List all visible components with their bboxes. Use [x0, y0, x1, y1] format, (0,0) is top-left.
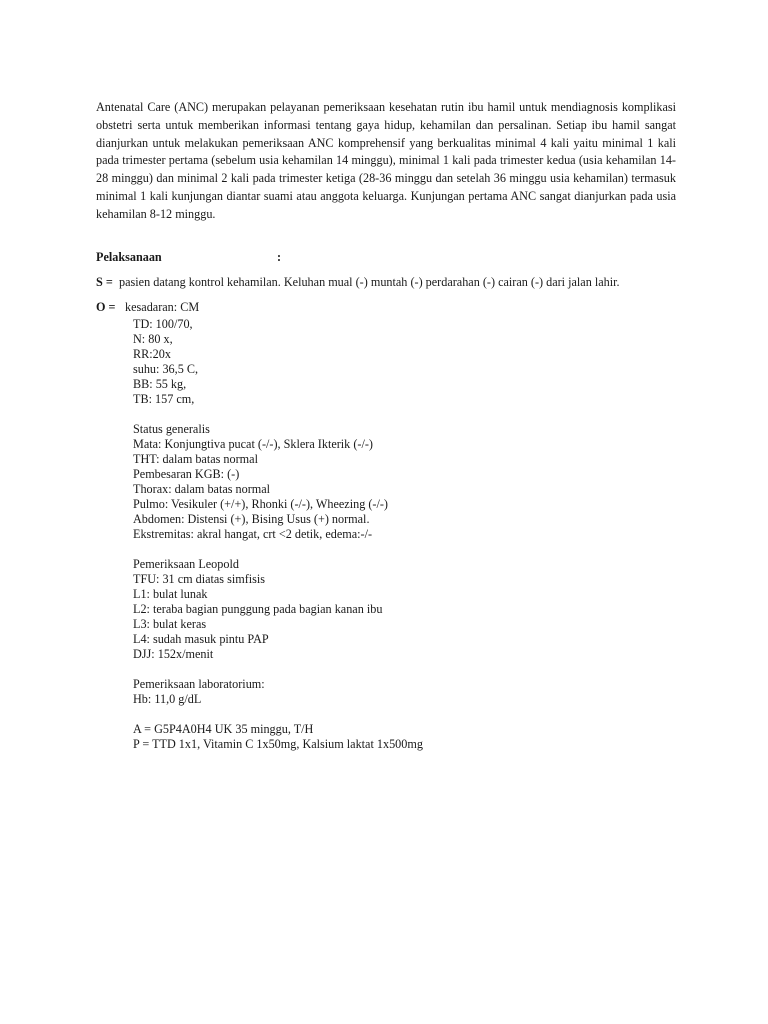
objective-consciousness: kesadaran: CM: [125, 300, 200, 314]
laboratorium-hb: Hb: 11,0 g/dL: [133, 692, 202, 706]
leopold-l1: L1: bulat lunak: [133, 587, 208, 601]
vital-rr: RR:20x: [133, 347, 171, 361]
spacer: [133, 542, 693, 557]
leopold-l4: L4: sudah masuk pintu PAP: [133, 632, 269, 646]
laboratorium-title: Pemeriksaan laboratorium:: [133, 677, 265, 691]
spacer: [133, 407, 693, 422]
intro-paragraph: Antenatal Care (ANC) merupakan pelayanan pemeriksaan kesehatan rutin ibu hamil untuk mendiagnosis komplikasi obstetri serta untuk memberikan informasi tentang gaya hidup, kehamilan dan persalinan. Setiap ibu hamil sangat dianjurkan untuk melakukan pemeriksaan ANC komprehensif yang berkualitas minimal 4 kali yaitu minimal 1 kali pada trimester pertama (sebelum usia kehamilan 14 minggu), minimal 1 kali pada trimester kedua (usia kehamilan 14-28 minggu) dan minimal 2 kali pada trimester ketiga (28-36 minggu dan setelah 36 minggu usia kehamilan) termasuk minimal 1 kali kunjungan diantar suami atau anggota keluarga. Kunjungan pertama ANC sangat dianjurkan pada usia kehamilan 8-12 minggu.: [96, 100, 676, 221]
status-item-pulmo: Pulmo: Vesikuler (+/+), Rhonki (-/-), Wheezing (-/-): [133, 497, 388, 511]
status-item-tht: THT: dalam batas normal: [133, 452, 258, 466]
plan-line: P = TTD 1x1, Vitamin C 1x50mg, Kalsium laktat 1x500mg: [133, 737, 423, 751]
vital-suhu: suhu: 36,5 C,: [133, 362, 199, 376]
vital-td: TD: 100/70,: [133, 317, 193, 331]
vital-bb: BB: 55 kg,: [133, 377, 187, 391]
leopold-l3: L3: bulat keras: [133, 617, 207, 631]
objective-details: [133, 317, 693, 752]
leopold-l2: L2: teraba bagian punggung pada bagian kanan ibu: [133, 602, 383, 616]
status-item-kgb: Pembesaran KGB: (-): [133, 467, 240, 481]
status-item-thorax: Thorax: dalam batas normal: [133, 482, 271, 496]
leopold-tfu: TFU: 31 cm diatas simfisis: [133, 572, 266, 586]
spacer: [133, 662, 693, 677]
leopold-djj: DJJ: 152x/menit: [133, 647, 214, 661]
subjective-line: [96, 274, 696, 290]
leopold-title: Pemeriksaan Leopold: [133, 557, 239, 571]
status-item-abdomen: Abdomen: Distensi (+), Bising Usus (+) normal.: [133, 512, 370, 526]
objective-line: [96, 299, 696, 315]
vital-tb: TB: 157 cm,: [133, 392, 195, 406]
pelaksanaan-colon: :: [277, 250, 282, 264]
status-item-ekstremitas: Ekstremitas: akral hangat, crt <2 detik, edema:-/-: [133, 527, 373, 541]
vital-n: N: 80 x,: [133, 332, 173, 346]
subjective-prefix: S =: [96, 275, 113, 289]
assessment-line: A = G5P4A0H4 UK 35 minggu, T/H: [133, 722, 314, 736]
objective-prefix: O =: [96, 300, 116, 314]
spacer: [133, 707, 693, 722]
status-item-mata: Mata: Konjungtiva pucat (-/-), Sklera Ikterik (-/-): [133, 437, 373, 451]
status-generalis-title: Status generalis: [133, 422, 210, 436]
pelaksanaan-heading: [96, 249, 316, 265]
subjective-text: pasien datang kontrol kehamilan. Keluhan mual (-) muntah (-) perdarahan (-) cairan (-) dari jalan lahir.: [119, 275, 620, 289]
pelaksanaan-label: Pelaksanaan: [96, 250, 162, 264]
